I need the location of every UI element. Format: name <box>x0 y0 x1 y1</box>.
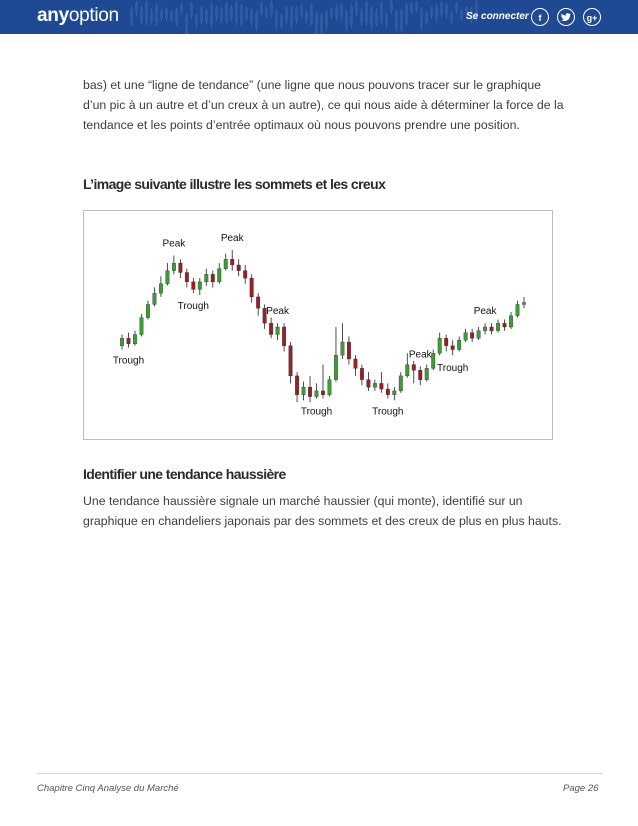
candle-down <box>237 265 241 271</box>
header-candle-body <box>245 9 248 18</box>
header-candle-body <box>210 4 213 24</box>
trough-label: Trough <box>437 363 469 375</box>
brand-logo-light: option <box>68 5 119 26</box>
candle-down <box>127 338 131 344</box>
candle-down <box>179 263 183 272</box>
header-candle-body <box>365 3 368 23</box>
candlestick-chart-frame <box>83 210 553 440</box>
google-plus-icon[interactable]: g+ <box>583 8 601 26</box>
header-candle-body <box>370 8 373 26</box>
header-candle-body <box>305 12 308 20</box>
candle-up <box>140 318 144 335</box>
candle-up <box>276 327 280 335</box>
header-candle-body <box>430 9 433 16</box>
candle-down <box>321 391 325 395</box>
header-candle-body <box>175 10 178 23</box>
twitter-icon[interactable] <box>557 8 575 26</box>
candlestick-chart <box>84 211 552 439</box>
header-candle-body <box>350 6 353 25</box>
header-candle-body <box>285 8 288 21</box>
trough-label: Trough <box>177 301 209 313</box>
header-candle-body <box>275 12 278 27</box>
candle-up <box>217 269 221 282</box>
candle-up <box>146 304 150 317</box>
header-candle-body <box>340 5 343 17</box>
candle-up <box>464 333 468 341</box>
header-candle-body <box>385 15 388 25</box>
facebook-icon[interactable]: f <box>531 8 549 26</box>
header-candle-body <box>315 14 318 34</box>
header-candle-body <box>290 8 293 26</box>
header-candle-body <box>135 4 138 13</box>
candle-up <box>205 274 209 282</box>
header-candle-body <box>445 5 448 15</box>
footer-divider <box>37 773 602 774</box>
section-line-1: Une tendance haussière signale un marché haussier (qui monte), identifié sur un <box>83 494 523 508</box>
candle-down <box>470 333 474 339</box>
header-candle-body <box>145 3 148 21</box>
candle-down <box>256 297 260 308</box>
candle-down <box>269 323 273 334</box>
candle-up <box>496 323 500 331</box>
header-candle-body <box>300 6 303 15</box>
intro-line-1: bas) et une “ligne de tendance” (une ligne que nous pouvons tracer sur le graphique <box>83 78 542 92</box>
candle-down <box>354 359 358 368</box>
header-candle-body <box>330 10 333 16</box>
header-candle-body <box>140 8 143 21</box>
candle-up <box>425 368 429 379</box>
header-candle-body <box>380 4 383 21</box>
candle-up <box>522 303 526 305</box>
header-candle-body <box>355 2 358 13</box>
header-candle-body <box>235 3 238 22</box>
header-candle-body <box>435 6 438 19</box>
header-candle-body <box>325 12 328 27</box>
peak-label: Peak <box>473 306 497 318</box>
header-candle-body <box>415 3 418 9</box>
intro-line-2: d’un pic à un autre et d’un creux à un autre), ce qui nous aide à déterminer la force de la <box>83 98 564 112</box>
header-candle-body <box>185 15 188 34</box>
section-line-2: graphique en chandeliers japonais par des sommets et des creux de plus en plus hauts. <box>83 514 562 528</box>
brand-logo[interactable] <box>37 5 119 27</box>
peak-label: Peak <box>408 349 432 361</box>
peak-label: Peak <box>220 232 244 244</box>
header-candle-body <box>130 9 133 23</box>
header-candle-body <box>460 11 463 18</box>
login-link[interactable]: Se connecter <box>466 11 529 22</box>
candle-up <box>328 380 332 395</box>
header-candle-body <box>410 4 413 11</box>
candle-up <box>172 263 176 271</box>
header-candle-body <box>320 15 323 33</box>
candle-down <box>367 380 371 388</box>
candle-down <box>295 376 299 395</box>
candle-down <box>185 272 189 281</box>
header-candle-body <box>190 4 193 16</box>
candle-down <box>308 387 312 396</box>
candle-down <box>380 383 384 389</box>
candle-down <box>282 327 286 346</box>
header-candle-body <box>160 11 163 18</box>
candle-down <box>412 365 416 371</box>
twitter-bird-glyph <box>561 13 571 21</box>
header-candle-body <box>255 13 258 28</box>
header-candle-body <box>440 3 443 14</box>
header-candle-body <box>345 12 348 28</box>
candle-up <box>315 391 319 397</box>
intro-paragraph <box>83 75 564 135</box>
candle-down <box>230 259 234 265</box>
header-candle-body <box>405 5 408 23</box>
candle-up <box>406 365 410 376</box>
header-candle-body <box>450 13 453 21</box>
candle-down <box>444 338 448 346</box>
candle-down <box>386 389 390 395</box>
header-candle-body <box>390 2 393 10</box>
top-header-bar <box>0 0 638 34</box>
candle-up <box>431 353 435 368</box>
header-candle-body <box>425 14 428 22</box>
header-candle-body <box>310 6 313 23</box>
header-candle-body <box>260 4 263 13</box>
candle-up <box>516 304 520 315</box>
header-candle-body <box>165 9 168 18</box>
candle-up <box>483 327 487 331</box>
intro-line-3: tendance et les points d’entrée optimaux où nous pouvons prendre une position. <box>83 118 520 132</box>
candle-down <box>192 282 196 290</box>
footer-page-number: Page 26 <box>563 783 599 794</box>
header-candle-body <box>395 12 398 28</box>
candle-up <box>120 338 124 346</box>
trough-label: Trough <box>300 406 333 418</box>
brand-logo-bold: any <box>37 5 69 26</box>
candle-up <box>334 355 338 379</box>
header-candle-body <box>200 8 203 22</box>
candle-up <box>159 284 163 293</box>
header-candle-body <box>375 10 378 23</box>
candle-down <box>289 346 293 376</box>
candle-up <box>166 271 170 284</box>
header-candle-body <box>220 10 223 21</box>
candle-down <box>503 323 507 327</box>
header-candle-body <box>420 10 423 28</box>
candle-up <box>438 338 442 353</box>
header-candle-body <box>195 15 198 24</box>
header-candle-body <box>225 4 228 21</box>
candle-up <box>399 376 403 391</box>
candle-up <box>224 259 228 268</box>
peak-label: Peak <box>162 238 186 250</box>
header-candle-body <box>205 11 208 21</box>
candle-down <box>211 274 215 282</box>
header-candle-body <box>455 4 458 10</box>
candle-down <box>418 370 422 379</box>
header-candle-body <box>295 8 298 20</box>
candle-up <box>198 282 202 290</box>
header-candle-body <box>280 15 283 26</box>
candle-down <box>490 327 494 331</box>
section-heading: Identifier une tendance haussière <box>83 466 286 482</box>
header-candle-body <box>250 10 253 22</box>
peak-label: Peak <box>266 306 290 318</box>
candle-down <box>451 346 455 350</box>
header-candle-body <box>240 5 243 23</box>
candle-up <box>341 342 345 355</box>
candle-up <box>477 331 481 339</box>
candle-up <box>373 383 377 387</box>
candle-up <box>153 293 157 304</box>
candle-down <box>360 368 364 379</box>
header-candle-body <box>265 8 268 15</box>
trough-label: Trough <box>112 355 145 367</box>
candle-down <box>243 271 247 279</box>
trough-label: Trough <box>372 406 404 418</box>
header-candle-body <box>170 11 173 19</box>
header-candle-body <box>155 6 158 23</box>
candle-down <box>250 278 254 297</box>
header-candle-body <box>335 7 338 18</box>
candle-up <box>133 335 137 344</box>
header-candle-body <box>180 4 183 11</box>
header-candle-body <box>230 7 233 18</box>
header-candle-body <box>215 8 218 17</box>
candle-up <box>457 340 461 349</box>
section-paragraph <box>83 491 562 531</box>
header-candle-body <box>150 10 153 22</box>
candle-up <box>393 391 397 395</box>
header-candle-body <box>270 3 273 15</box>
candle-down <box>347 342 351 359</box>
figure-heading: L’image suivante illustre les sommets et les creux <box>83 176 386 192</box>
header-candle-body <box>360 10 363 22</box>
header-candle-body <box>400 11 403 29</box>
candle-up <box>509 316 513 327</box>
footer-chapter: Chapitre Cinq Analyse du Marché <box>37 783 179 794</box>
candle-up <box>302 387 306 395</box>
